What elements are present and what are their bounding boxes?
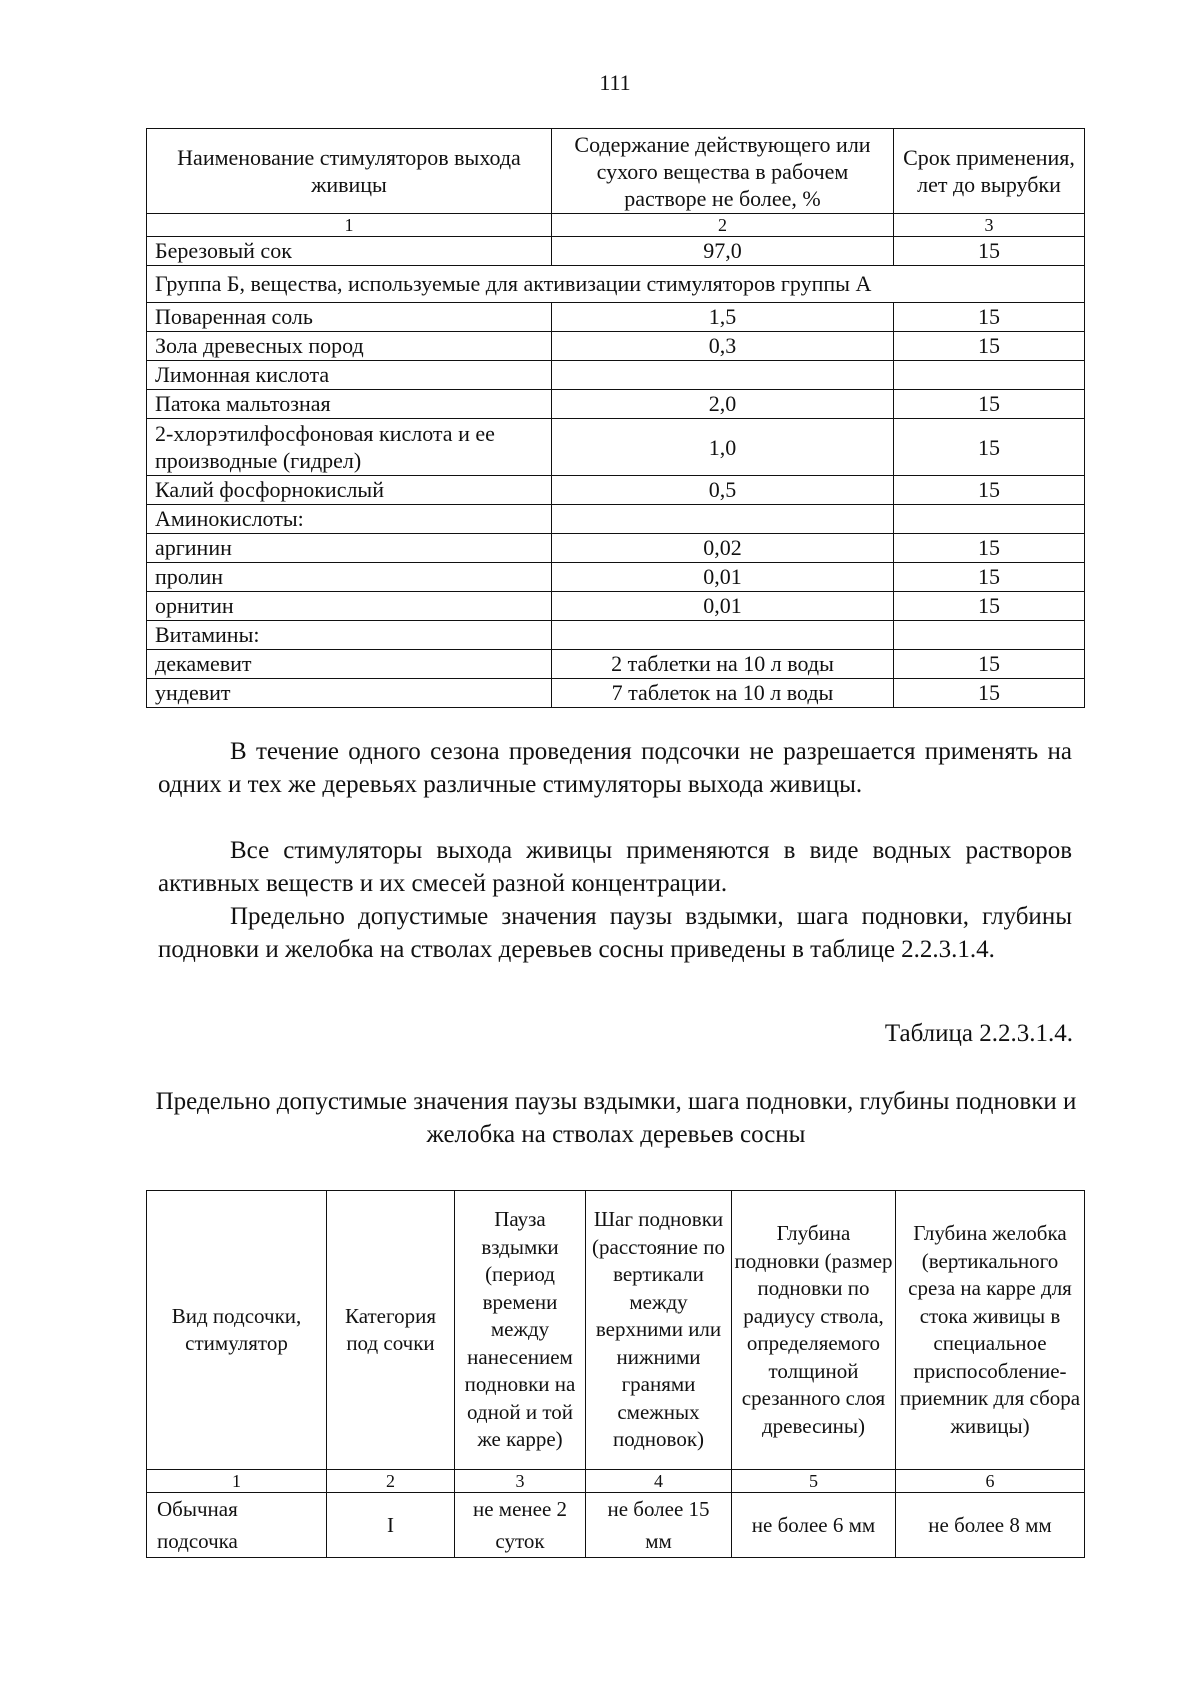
substance-term: 15 bbox=[894, 390, 1085, 419]
column-number-row bbox=[147, 1470, 1085, 1493]
tapping-pause: не менее 2 суток bbox=[455, 1493, 586, 1558]
substance-content: 0,01 bbox=[552, 592, 894, 621]
page-number: 111 bbox=[599, 70, 631, 95]
table-row bbox=[147, 650, 1085, 679]
substance-name: Лимонная кислота bbox=[147, 361, 552, 390]
table-row bbox=[147, 419, 1085, 476]
paragraph bbox=[158, 900, 1072, 966]
substance-name: Витамины: bbox=[147, 621, 552, 650]
substance-content: 0,02 bbox=[552, 534, 894, 563]
substance-name: Березовый сок bbox=[147, 237, 552, 266]
column-number: 6 bbox=[896, 1470, 1085, 1493]
table-row bbox=[147, 1493, 1085, 1558]
column-number: 5 bbox=[732, 1470, 896, 1493]
table-number: Таблица 2.2.3.1.4. bbox=[884, 1020, 1073, 1047]
column-number-row bbox=[147, 214, 1085, 237]
header-cell: Срок применения, лет до вырубки bbox=[894, 129, 1085, 214]
table-row bbox=[147, 476, 1085, 505]
substance-content: 7 таблеток на 10 л воды bbox=[552, 679, 894, 708]
column-number: 3 bbox=[455, 1470, 586, 1493]
substance-term: 15 bbox=[894, 476, 1085, 505]
substance-content: 1,5 bbox=[552, 303, 894, 332]
substance-name: пролин bbox=[147, 563, 552, 592]
tapping-parameters-table bbox=[146, 1190, 1085, 1558]
table-row bbox=[147, 621, 1085, 650]
column-number: 1 bbox=[147, 214, 552, 237]
paragraph-text: Все стимуляторы выхода живицы применяются в виде водных растворов активных веществ и их смесей разной концентрации. bbox=[158, 837, 1072, 897]
paragraph bbox=[158, 834, 1072, 900]
table-row bbox=[147, 534, 1085, 563]
table-row bbox=[147, 679, 1085, 708]
header-cell: Наименование стимуляторов выхода живицы bbox=[147, 129, 552, 214]
table-header-row bbox=[147, 129, 1085, 214]
paragraph-text: В течение одного сезона проведения подсочки не разрешается применять на одних и тех же деревьях различные стимуляторы выхода живицы. bbox=[158, 738, 1072, 798]
header-cell: Глубина желобка (вертикального среза на карре для стока живицы в специальное приспособление-приемник для сбора живицы) bbox=[896, 1191, 1085, 1470]
substance-term bbox=[894, 621, 1085, 650]
substance-content bbox=[552, 361, 894, 390]
substance-content: 2 таблетки на 10 л воды bbox=[552, 650, 894, 679]
header-cell: Вид подсочки, стимулятор bbox=[147, 1191, 327, 1470]
tapping-type: Обычная подсочка bbox=[147, 1493, 327, 1558]
substance-term: 15 bbox=[894, 563, 1085, 592]
substance-name: аргинин bbox=[147, 534, 552, 563]
table-row bbox=[147, 390, 1085, 419]
header-cell: Категория под сочки bbox=[327, 1191, 455, 1470]
substance-name: ундевит bbox=[147, 679, 552, 708]
substance-name: Зола древесных пород bbox=[147, 332, 552, 361]
substance-name: Патока мальтозная bbox=[147, 390, 552, 419]
table-row bbox=[147, 361, 1085, 390]
substance-content: 1,0 bbox=[552, 419, 894, 476]
column-number: 3 bbox=[894, 214, 1085, 237]
group-row bbox=[147, 266, 1085, 303]
substance-term bbox=[894, 361, 1085, 390]
substance-name: Калий фосфорнокислый bbox=[147, 476, 552, 505]
column-number: 1 bbox=[147, 1470, 327, 1493]
table-header-row bbox=[147, 1191, 1085, 1470]
header-cell: Шаг подновки (расстояние по вертикали между верхними или нижними гранями смежных подновок) bbox=[586, 1191, 732, 1470]
column-number: 4 bbox=[586, 1470, 732, 1493]
substance-content: 0,5 bbox=[552, 476, 894, 505]
substance-term: 15 bbox=[894, 303, 1085, 332]
tapping-step: не более 15 мм bbox=[586, 1493, 732, 1558]
substance-content: 0,3 bbox=[552, 332, 894, 361]
substance-name: 2-хлорэтилфосфоновая кислота и ее производные (гидрел) bbox=[147, 419, 552, 476]
column-number: 2 bbox=[327, 1470, 455, 1493]
group-b-label: Группа Б, вещества, используемые для активизации стимуляторов группы А bbox=[147, 266, 1085, 303]
header-cell: Глубина подновки (размер подновки по радиусу ствола, определяемого толщиной срезанного слоя древесины) bbox=[732, 1191, 896, 1470]
substance-content bbox=[552, 621, 894, 650]
table-title: Предельно допустимые значения паузы вздымки, шага подновки, глубины подновки и желобка на стволах деревьев сосны bbox=[155, 1088, 1077, 1148]
substance-term bbox=[894, 505, 1085, 534]
table-row bbox=[147, 332, 1085, 361]
substance-term: 15 bbox=[894, 237, 1085, 266]
header-cell: Пауза вздымки (период времени между нанесением подновки на одной и той же карре) bbox=[455, 1191, 586, 1470]
substance-name: декамевит bbox=[147, 650, 552, 679]
substance-name: Поваренная соль bbox=[147, 303, 552, 332]
substance-term: 15 bbox=[894, 650, 1085, 679]
substance-content bbox=[552, 505, 894, 534]
stimulators-table bbox=[146, 128, 1085, 708]
substance-content: 0,01 bbox=[552, 563, 894, 592]
substance-content: 2,0 bbox=[552, 390, 894, 419]
column-number: 2 bbox=[552, 214, 894, 237]
substance-term: 15 bbox=[894, 534, 1085, 563]
table-row bbox=[147, 592, 1085, 621]
paragraph bbox=[158, 735, 1072, 801]
table-row bbox=[147, 303, 1085, 332]
header-cell: Содержание действующего или сухого вещества в рабочем растворе не более, % bbox=[552, 129, 894, 214]
groove-depth: не более 8 мм bbox=[896, 1493, 1085, 1558]
table-row bbox=[147, 237, 1085, 266]
substance-name: орнитин bbox=[147, 592, 552, 621]
tapping-depth: не более 6 мм bbox=[732, 1493, 896, 1558]
table-row bbox=[147, 505, 1085, 534]
paragraph-text: Предельно допустимые значения паузы вздымки, шага подновки, глубины подновки и желобка на стволах деревьев сосны приведены в таблице 2.2.3.1.4. bbox=[158, 903, 1072, 963]
substance-content: 97,0 bbox=[552, 237, 894, 266]
substance-term: 15 bbox=[894, 332, 1085, 361]
tapping-category: I bbox=[327, 1493, 455, 1558]
substance-term: 15 bbox=[894, 679, 1085, 708]
substance-name: Аминокислоты: bbox=[147, 505, 552, 534]
substance-term: 15 bbox=[894, 419, 1085, 476]
substance-term: 15 bbox=[894, 592, 1085, 621]
table-row bbox=[147, 563, 1085, 592]
